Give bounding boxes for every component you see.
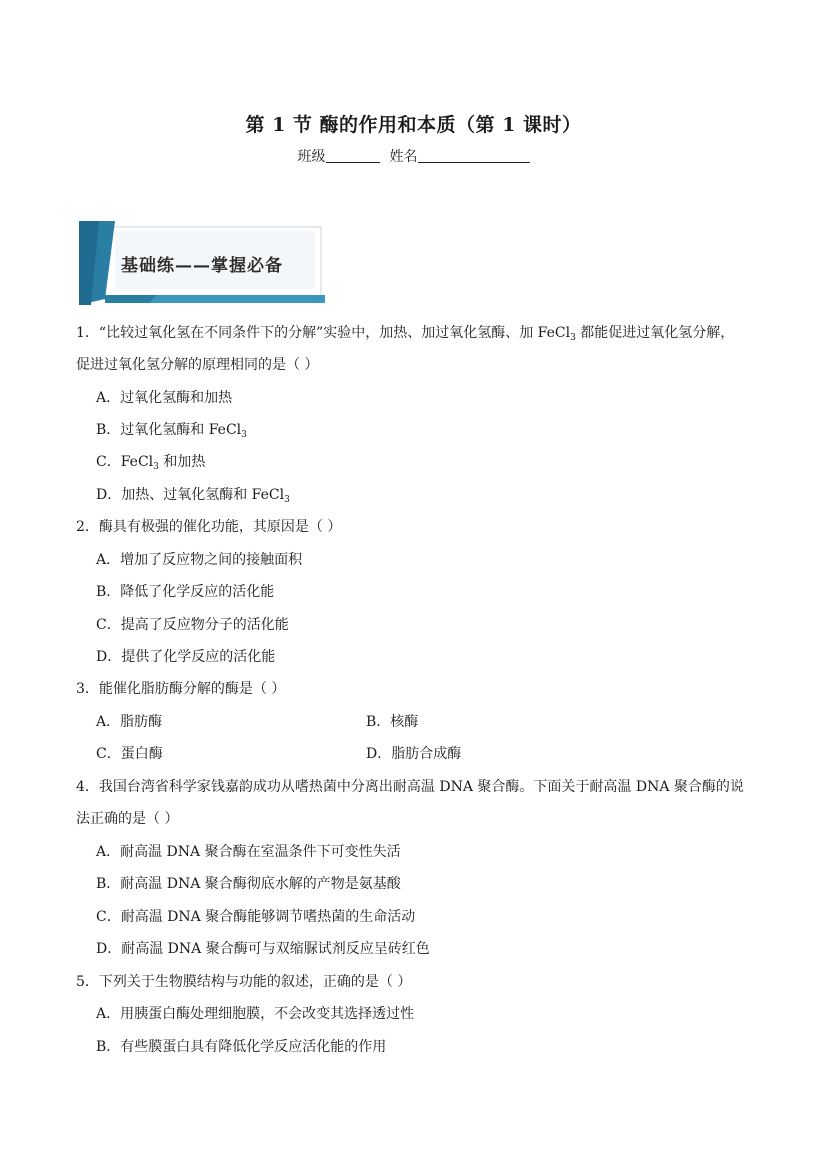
- q2-stem: 2．酶具有极强的催化功能，其原因是（ ）: [76, 519, 342, 535]
- q4-stem-line2: 法正确的是（ ）: [76, 811, 179, 827]
- q3-stem: 3．能催化脂肪酶分解的酶是（ ）: [76, 681, 286, 697]
- q5-option-b: B．有些膜蛋白具有降低化学反应活化能的作用: [96, 1039, 387, 1055]
- section-banner: [79, 221, 325, 305]
- q1-option-b: B．过氧化氢酶和 FeCl$_3$: [96, 422, 247, 440]
- q4-option-d: D．耐高温 DNA 聚合酶可与双缩脲试剂反应呈砖红色: [96, 941, 430, 957]
- q4-option-a: A．耐高温 DNA 聚合酶在室温条件下可变性失活: [96, 844, 401, 860]
- q4-option-c: C．耐高温 DNA 聚合酶能够调节嗜热菌的生命活动: [96, 909, 416, 925]
- q3-option-d: D．脂肪合成酶: [366, 746, 462, 762]
- name-blank: [418, 148, 530, 163]
- q2-option-a: A．增加了反应物之间的接触面积: [96, 552, 303, 568]
- q1-stem-line1: 1．“比较过氧化氢在不同条件下的分解”实验中，加热、加过氧化氢酶、加 FeCl$_3$ 都能促进过氧化氢分解，: [76, 325, 735, 343]
- q5-stem: 5．下列关于生物膜结构与功能的叙述，正确的是（ ）: [76, 974, 412, 990]
- q2-option-c: C．提高了反应物分子的活化能: [96, 617, 289, 633]
- q1-option-a: A．过氧化氢酶和加热: [96, 390, 233, 406]
- q3-option-b: B．核酶: [366, 714, 419, 730]
- q2-option-d: D．提供了化学反应的活化能: [96, 649, 276, 665]
- class-blank: [326, 148, 380, 163]
- q4-stem-line1: 4．我国台湾省科学家钱嘉韵成功从嗜热菌中分离出耐高温 DNA 聚合酶。下面关于耐高温 DNA 聚合酶的说: [76, 779, 744, 795]
- class-name-line: [0, 146, 827, 166]
- class-label: 班级: [297, 149, 326, 165]
- banner-title: 基础练——掌握必备: [121, 256, 283, 276]
- q3-option-c: C．蛋白酶: [96, 746, 163, 762]
- q1-stem-line2: 促进过氧化氢分解的原理相同的是（ ）: [76, 357, 319, 373]
- name-label: 姓名: [389, 149, 418, 165]
- q5-option-a: A．用胰蛋白酶处理细胞膜，不会改变其选择透过性: [96, 1006, 415, 1022]
- q1-option-d: D．加热、过氧化氢酶和 FeCl$_3$: [96, 487, 290, 505]
- q3-option-a: A．脂肪酶: [96, 714, 163, 730]
- q1-option-c: C．FeCl$_3$ 和加热: [96, 454, 206, 472]
- q4-option-b: B．耐高温 DNA 聚合酶彻底水解的产物是氨基酸: [96, 876, 401, 892]
- page-title: 第 1 节 酶的作用和本质（第 1 课时）: [245, 114, 582, 136]
- q2-option-b: B．降低了化学反应的活化能: [96, 584, 275, 600]
